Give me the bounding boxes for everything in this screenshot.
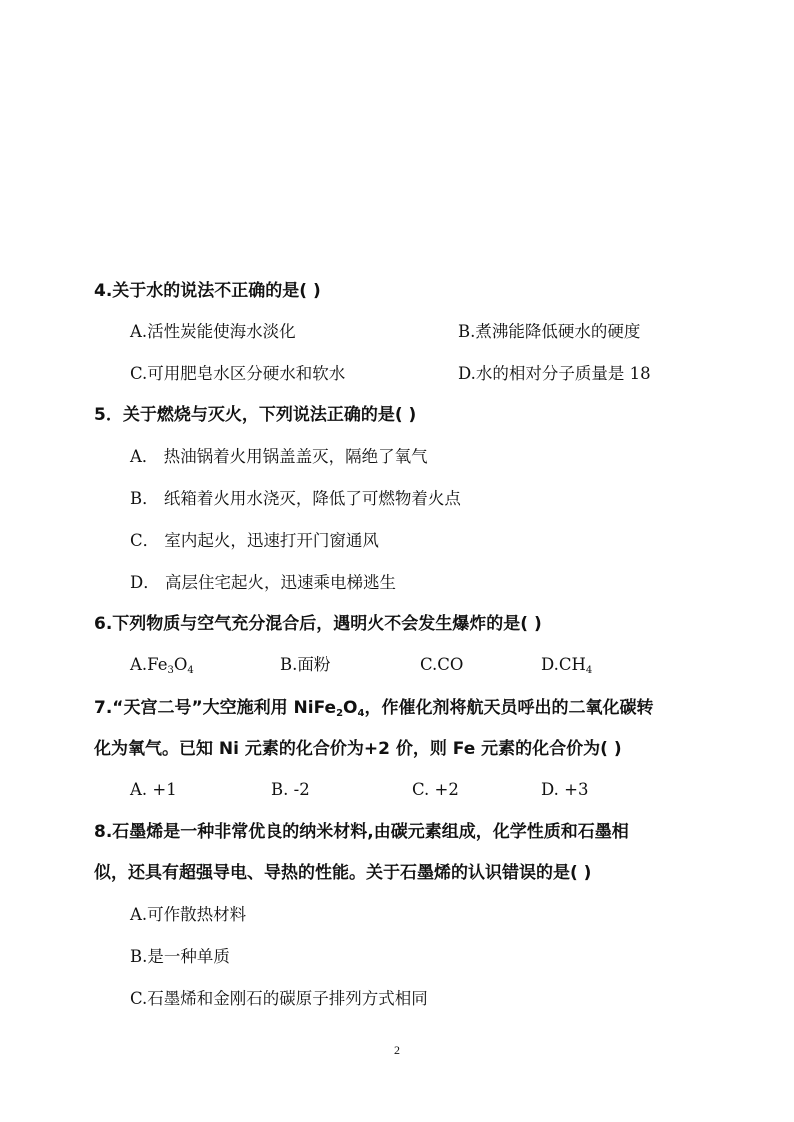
page-number: 2	[394, 1043, 400, 1057]
q7-option-d: D. +3	[541, 780, 589, 799]
q7-option-c: C. +2	[412, 780, 459, 799]
q5-option-b: B． 纸箱着火用水浇灭，降低了可燃物着火点	[130, 489, 461, 508]
q7-option-a: A. +1	[130, 780, 177, 799]
q6-option-a: $A.Fe_3O_4$	[130, 655, 194, 676]
q4-option-a: A.活性炭能使海水淡化	[130, 322, 296, 341]
q8-option-c: C.石墨烯和金刚石的碳原子排列方式相同	[130, 989, 428, 1008]
q4-stem: 4.关于水的说法不正确的是( )	[94, 281, 321, 301]
q4-option-c: C.可用肥皂水区分硬水和软水	[130, 364, 346, 383]
q8-option-b: B.是一种单质	[130, 947, 230, 966]
q6-stem: 6.下列物质与空气充分混合后，遇明火不会发生爆炸的是( )	[94, 614, 542, 634]
q5-option-d: D． 高层住宅起火，迅速乘电梯逃生	[130, 573, 396, 592]
q5-option-a: A． 热油锅着火用锅盖盖灭，隔绝了氧气	[130, 447, 428, 466]
q8-stem-line1: 8.石墨烯是一种非常优良的纳米材料,由碳元素组成，化学性质和石墨相	[94, 822, 629, 842]
q6-option-d: $D.CH_4$	[541, 655, 593, 676]
q5-stem: 5．关于燃烧与灭火，下列说法正确的是( )	[94, 405, 417, 425]
q7-stem-line2: 化为氧气。已知 Ni 元素的化合价为+2 价，则 Fe 元素的化合价为( )	[94, 739, 622, 759]
q7-stem-line1: 7.“天宫二号”大空施利用 $NiFe_2O_4$，作催化剂将航天员呼出的二氧化碳转	[94, 698, 654, 719]
q6-option-c: C.CO	[420, 655, 464, 674]
q6-option-b: B.面粉	[280, 655, 331, 674]
q7-option-b: B. -2	[271, 780, 310, 799]
q5-option-c: C． 室内起火，迅速打开门窗通风	[130, 531, 379, 550]
q8-stem-line2: 似，还具有超强导电、导热的性能。关于石墨烯的认识错误的是( )	[94, 863, 592, 883]
q8-option-a: A.可作散热材料	[130, 905, 247, 924]
q4-option-b: B.煮沸能降低硬水的硬度	[458, 322, 641, 341]
q4-option-d: D.水的相对分子质量是 18	[458, 364, 651, 383]
